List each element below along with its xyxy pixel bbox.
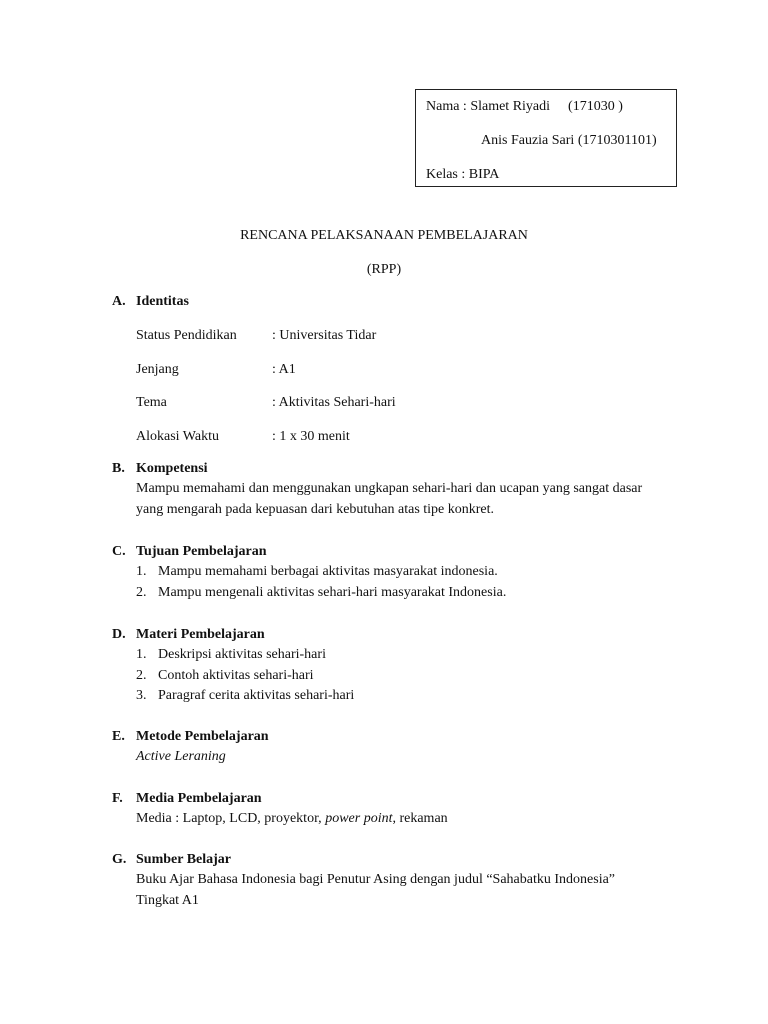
section-heading	[112, 542, 672, 562]
section-letter: C.	[112, 544, 126, 559]
kompetensi-text: Mampu memahami dan menggunakan ungkapan sehari-hari dan ucapan yang sangat dasar yang mengarah pada kepuasan dari kebutuhan atas tipe konkret.	[136, 481, 643, 517]
tujuan-list	[136, 562, 672, 603]
section-heading	[112, 789, 672, 809]
section-body	[112, 809, 672, 829]
media-text	[136, 809, 672, 829]
section-letter: F.	[112, 791, 123, 806]
document-subtitle: (RPP)	[366, 262, 402, 277]
list-number: 1.	[136, 647, 147, 663]
section-letter: A.	[112, 294, 126, 309]
section-letter: E.	[112, 729, 125, 744]
section-body	[112, 747, 672, 767]
student-nim: (171030 )	[568, 99, 623, 114]
section-heading	[112, 850, 672, 870]
student-name: Nama : Slamet Riyadi	[426, 99, 551, 114]
section-title: Media Pembelajaran	[136, 791, 262, 806]
media-prefix: Media : Laptop, LCD, proyektor,	[136, 811, 326, 827]
identity-row	[136, 359, 672, 393]
section-title: Identitas	[136, 294, 189, 309]
section-letter: D.	[112, 627, 126, 642]
identity-value: : A1	[272, 361, 296, 377]
section-metode	[112, 727, 672, 768]
list-text: Paragraf cerita aktivitas sehari-hari	[158, 688, 355, 704]
sumber-text-line1: Buku Ajar Bahasa Indonesia bagi Penutur Asing dengan judul “Sahabatku Indonesia”	[136, 872, 616, 888]
media-italic: power point	[325, 811, 393, 827]
identity-value: : Aktivitas Sehari-hari	[272, 395, 396, 411]
section-body	[112, 562, 672, 603]
list-number: 2.	[136, 667, 147, 683]
list-item	[136, 562, 672, 583]
list-text: Deskripsi aktivitas sehari-hari	[158, 647, 326, 663]
identity-value: : 1 x 30 menit	[272, 428, 350, 444]
section-heading	[112, 625, 672, 645]
media-suffix: , rekaman	[392, 811, 448, 827]
document-title: RENCANA PELAKSANAAN PEMBELAJARAN	[240, 228, 528, 243]
section-kompetensi	[112, 459, 672, 520]
section-title: Metode Pembelajaran	[136, 729, 269, 744]
section-heading	[112, 292, 672, 312]
list-text: Contoh aktivitas sehari-hari	[158, 667, 314, 683]
class-label: Kelas : BIPA	[426, 167, 500, 182]
section-identitas	[112, 292, 672, 459]
section-title: Sumber Belajar	[136, 852, 232, 867]
section-body	[112, 870, 672, 911]
identity-row	[136, 392, 672, 426]
section-body	[112, 479, 672, 520]
section-letter: B.	[112, 461, 125, 476]
identity-row	[136, 426, 672, 460]
list-item	[136, 686, 672, 707]
section-title: Tujuan Pembelajaran	[136, 544, 267, 559]
identity-key: Tema	[136, 395, 167, 411]
list-text: Mampu memahami berbagai aktivitas masyarakat indonesia.	[158, 564, 498, 580]
identity-row	[136, 325, 672, 359]
section-title: Kompetensi	[136, 461, 208, 476]
identity-key: Status Pendidikan	[136, 328, 237, 344]
identity-value: : Universitas Tidar	[272, 328, 377, 344]
section-tujuan	[112, 542, 672, 603]
student-name-2: Anis Fauzia Sari (1710301101)	[481, 133, 657, 148]
list-item	[136, 645, 672, 666]
materi-list	[136, 645, 672, 707]
list-number: 1.	[136, 564, 147, 580]
section-letter: G.	[112, 852, 127, 867]
section-media	[112, 789, 672, 830]
student-name-line	[426, 96, 666, 130]
section-title: Materi Pembelajaran	[136, 627, 265, 642]
section-sumber	[112, 850, 672, 911]
section-materi	[112, 625, 672, 707]
sumber-text-line2: Tingkat A1	[136, 892, 199, 908]
section-body	[112, 645, 672, 707]
identity-key: Alokasi Waktu	[136, 428, 219, 444]
identity-key: Jenjang	[136, 361, 179, 377]
section-heading	[112, 727, 672, 747]
student-info-box	[415, 89, 677, 187]
section-heading	[112, 459, 672, 479]
identity-table	[112, 325, 672, 459]
list-item	[136, 583, 672, 604]
list-text: Mampu mengenali aktivitas sehari-hari masyarakat Indonesia.	[158, 584, 507, 600]
list-item	[136, 666, 672, 687]
metode-text: Active Leraning	[136, 749, 226, 765]
list-number: 2.	[136, 584, 147, 600]
list-number: 3.	[136, 688, 147, 704]
